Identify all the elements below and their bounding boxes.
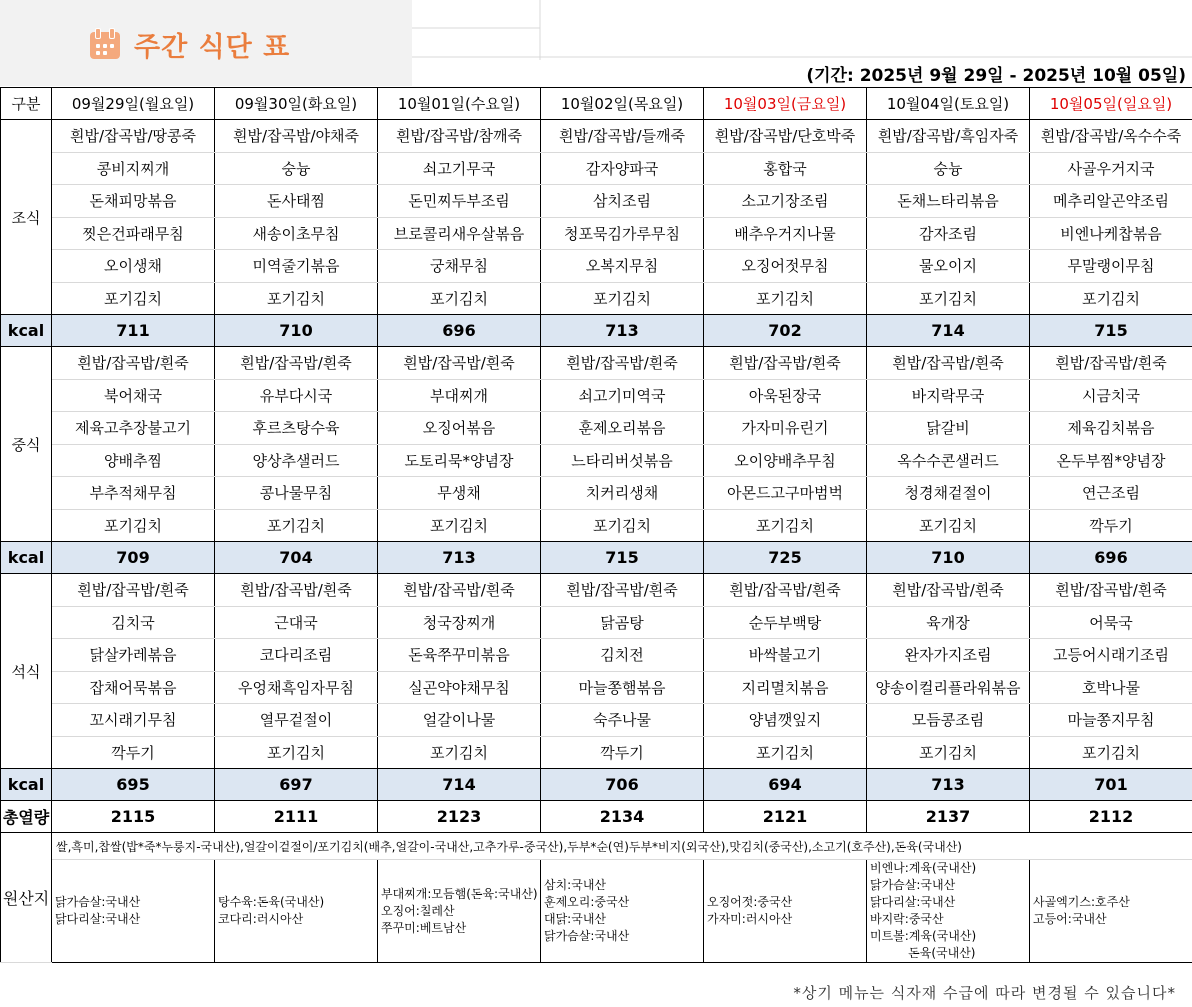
kcal-cell: 715	[1030, 315, 1192, 347]
origin-line: 오징어:칠레산	[381, 903, 455, 918]
menu-cell: 깍두기	[52, 736, 215, 769]
menu-cell: 아욱된장국	[704, 379, 867, 412]
menu-cell: 흰밥/잡곡밥/흰죽	[867, 574, 1030, 607]
kcal-label: kcal	[1, 542, 52, 574]
page-title: 주간 식단 표	[134, 31, 291, 63]
menu-row	[1, 574, 1192, 607]
menu-cell: 포기김치	[541, 509, 704, 542]
menu-row	[1, 639, 1192, 672]
menu-row	[1, 347, 1192, 380]
menu-cell: 호박나물	[1030, 671, 1192, 704]
menu-cell: 흰밥/잡곡밥/땅콩죽	[52, 120, 215, 153]
total-cell: 2111	[215, 801, 378, 833]
kcal-cell: 696	[1030, 542, 1192, 574]
menu-cell: 돈채느타리볶음	[867, 185, 1030, 218]
menu-row	[1, 379, 1192, 412]
menu-row	[1, 412, 1192, 445]
origin-line: 닭가슴살:국내산	[544, 929, 630, 943]
origin-line: 닭다리살:국내산	[870, 895, 956, 909]
menu-cell: 궁채무침	[378, 250, 541, 283]
kcal-cell: 694	[704, 769, 867, 801]
menu-row	[1, 152, 1192, 185]
menu-cell: 청국장찌개	[378, 606, 541, 639]
menu-cell: 사골우거지국	[1030, 152, 1192, 185]
origin-line: 훈제오리:중국산	[544, 895, 630, 909]
menu-cell: 포기김치	[867, 509, 1030, 542]
menu-cell: 오복지무침	[541, 250, 704, 283]
menu-row	[1, 444, 1192, 477]
origin-line: 비엔나:계육(국내산)	[870, 861, 977, 875]
menu-cell: 제육고추장불고기	[52, 412, 215, 445]
menu-cell: 흰밥/잡곡밥/참깨죽	[378, 120, 541, 153]
menu-cell: 흰밥/잡곡밥/흰죽	[541, 574, 704, 607]
menu-cell: 흰밥/잡곡밥/흰죽	[378, 574, 541, 607]
menu-cell: 흰밥/잡곡밥/야채죽	[215, 120, 378, 153]
menu-cell: 마늘쫑지무침	[1030, 704, 1192, 737]
menu-cell: 얼갈이나물	[378, 704, 541, 737]
menu-row	[1, 185, 1192, 218]
menu-cell: 훈제오리볶음	[541, 412, 704, 445]
menu-cell: 포기김치	[215, 282, 378, 315]
kcal-cell: 725	[704, 542, 867, 574]
menu-cell: 양상추샐러드	[215, 444, 378, 477]
menu-cell: 포기김치	[867, 282, 1030, 315]
date-period: (기간: 2025년 9월 29일 - 2025년 10월 05일)	[806, 66, 1186, 86]
kcal-cell: 702	[704, 315, 867, 347]
menu-cell: 순두부백탕	[704, 606, 867, 639]
menu-cell: 가자미유린기	[704, 412, 867, 445]
kcal-cell: 695	[52, 769, 215, 801]
kcal-cell: 715	[541, 542, 704, 574]
menu-cell: 홍합국	[704, 152, 867, 185]
menu-cell: 흰밥/잡곡밥/단호박죽	[704, 120, 867, 153]
menu-cell: 도토리묵*양념장	[378, 444, 541, 477]
menu-cell: 포기김치	[215, 736, 378, 769]
menu-cell: 흰밥/잡곡밥/들깨죽	[541, 120, 704, 153]
menu-row	[1, 671, 1192, 704]
menu-cell: 포기김치	[378, 509, 541, 542]
origin-line: 대닭:국내산	[544, 912, 607, 926]
day-header: 10월02일(목요일)	[541, 88, 704, 120]
day-header: 10월05일(일요일)	[1030, 88, 1192, 120]
kcal-cell: 709	[52, 542, 215, 574]
menu-cell: 돈민찌두부조림	[378, 185, 541, 218]
menu-cell: 근대국	[215, 606, 378, 639]
origin-day-row	[1, 860, 1192, 963]
menu-cell: 브로콜리새우살볶음	[378, 217, 541, 250]
menu-cell: 흰밥/잡곡밥/흰죽	[1030, 347, 1192, 380]
menu-cell: 코다리조림	[215, 639, 378, 672]
menu-cell: 포기김치	[867, 736, 1030, 769]
menu-cell: 오이생채	[52, 250, 215, 283]
menu-cell: 흰밥/잡곡밥/흰죽	[215, 347, 378, 380]
menu-cell: 마늘쫑햄볶음	[541, 671, 704, 704]
menu-cell: 오징어젓무침	[704, 250, 867, 283]
menu-cell: 양념깻잎지	[704, 704, 867, 737]
menu-cell: 어묵국	[1030, 606, 1192, 639]
kcal-row	[1, 542, 1192, 574]
origin-day-cell	[704, 860, 867, 963]
total-cell: 2134	[541, 801, 704, 833]
menu-cell: 감자양파국	[541, 152, 704, 185]
menu-cell: 흰밥/잡곡밥/흰죽	[704, 347, 867, 380]
menu-cell: 부추적채무침	[52, 477, 215, 510]
meal-label: 조식	[1, 120, 52, 315]
menu-cell: 삼치조림	[541, 185, 704, 218]
menu-cell: 포기김치	[52, 282, 215, 315]
kcal-cell: 710	[867, 542, 1030, 574]
menu-cell: 포기김치	[541, 282, 704, 315]
menu-cell: 흰밥/잡곡밥/흰죽	[52, 574, 215, 607]
menu-cell: 김치국	[52, 606, 215, 639]
origin-line: 바지락:중국산	[870, 912, 944, 926]
menu-cell: 북어채국	[52, 379, 215, 412]
kcal-cell: 701	[1030, 769, 1192, 801]
origin-line: 돈육(국내산)	[870, 946, 976, 960]
menu-cell: 물오이지	[867, 250, 1030, 283]
menu-cell: 포기김치	[52, 509, 215, 542]
kcal-cell: 713	[867, 769, 1030, 801]
menu-cell: 포기김치	[704, 736, 867, 769]
meal-label: 중식	[1, 347, 52, 542]
menu-cell: 우엉채흑임자무침	[215, 671, 378, 704]
menu-cell: 느타리버섯볶음	[541, 444, 704, 477]
menu-cell: 고등어시래기조림	[1030, 639, 1192, 672]
menu-cell: 숭늉	[215, 152, 378, 185]
menu-row	[1, 477, 1192, 510]
menu-cell: 포기김치	[1030, 282, 1192, 315]
menu-cell: 흰밥/잡곡밥/흰죽	[867, 347, 1030, 380]
menu-cell: 바싹불고기	[704, 639, 867, 672]
menu-cell: 무생채	[378, 477, 541, 510]
menu-cell: 감자조림	[867, 217, 1030, 250]
menu-cell: 육개장	[867, 606, 1030, 639]
menu-cell: 돈사태찜	[215, 185, 378, 218]
menu-cell: 치커리생채	[541, 477, 704, 510]
menu-cell: 흰밥/잡곡밥/흰죽	[215, 574, 378, 607]
origin-line: 고등어:국내산	[1033, 912, 1107, 926]
origin-line: 닭가슴살:국내산	[55, 895, 141, 909]
menu-cell: 콩나물무침	[215, 477, 378, 510]
kcal-cell: 710	[215, 315, 378, 347]
menu-cell: 포기김치	[704, 509, 867, 542]
menu-row	[1, 736, 1192, 769]
day-header: 10월03일(금요일)	[704, 88, 867, 120]
total-cell: 2137	[867, 801, 1030, 833]
origin-line: 미트볼:계육(국내산)	[870, 929, 977, 943]
kcal-label: kcal	[1, 769, 52, 801]
menu-cell: 유부다시국	[215, 379, 378, 412]
menu-cell: 미역줄기볶음	[215, 250, 378, 283]
menu-cell: 포기김치	[378, 282, 541, 315]
menu-cell: 깍두기	[1030, 509, 1192, 542]
kcal-cell: 696	[378, 315, 541, 347]
menu-cell: 옥수수콘샐러드	[867, 444, 1030, 477]
menu-cell: 쇠고기무국	[378, 152, 541, 185]
total-row	[1, 801, 1192, 833]
kcal-cell: 704	[215, 542, 378, 574]
origin-line: 사골엑기스:호주산	[1033, 895, 1130, 909]
total-cell: 2115	[52, 801, 215, 833]
kcal-cell: 711	[52, 315, 215, 347]
menu-cell: 오이양배추무침	[704, 444, 867, 477]
weekly-menu-table	[0, 87, 1192, 963]
menu-row	[1, 120, 1192, 153]
origin-day-cell	[867, 860, 1030, 963]
day-header: 10월04일(토요일)	[867, 88, 1030, 120]
menu-cell: 부대찌개	[378, 379, 541, 412]
kcal-cell: 697	[215, 769, 378, 801]
day-header: 09월29일(월요일)	[52, 88, 215, 120]
menu-cell: 포기김치	[704, 282, 867, 315]
menu-cell: 양배추찜	[52, 444, 215, 477]
menu-row	[1, 282, 1192, 315]
menu-cell: 콩비지찌개	[52, 152, 215, 185]
menu-cell: 소고기장조림	[704, 185, 867, 218]
menu-cell: 찟은건파래무침	[52, 217, 215, 250]
origin-line: 닭가슴살:국내산	[870, 878, 956, 892]
header-gridlines	[412, 0, 1192, 60]
menu-cell: 청포묵김가루무침	[541, 217, 704, 250]
header-label: 구분	[1, 88, 52, 120]
origin-label: 원산지	[1, 833, 52, 963]
kcal-cell: 713	[378, 542, 541, 574]
total-label: 총열량	[1, 801, 52, 833]
menu-cell: 아몬드고구마범벅	[704, 477, 867, 510]
menu-cell: 흰밥/잡곡밥/흰죽	[1030, 574, 1192, 607]
origin-line: 부대찌개:모듬햄(돈육:국내산)	[381, 886, 538, 901]
menu-cell: 흰밥/잡곡밥/흰죽	[52, 347, 215, 380]
menu-cell: 잡채어묵볶음	[52, 671, 215, 704]
menu-row	[1, 606, 1192, 639]
day-header: 10월01일(수요일)	[378, 88, 541, 120]
kcal-cell: 706	[541, 769, 704, 801]
menu-cell: 흰밥/잡곡밥/흑임자죽	[867, 120, 1030, 153]
menu-cell: 온두부찜*양념장	[1030, 444, 1192, 477]
footnote: *상기 메뉴는 식자재 수급에 따라 변경될 수 있습니다*	[793, 984, 1176, 1002]
menu-cell: 돈육쭈꾸미볶음	[378, 639, 541, 672]
menu-cell: 포기김치	[215, 509, 378, 542]
total-cell: 2121	[704, 801, 867, 833]
menu-cell: 바지락무국	[867, 379, 1030, 412]
origin-common-row	[1, 833, 1192, 860]
menu-cell: 흰밥/잡곡밥/옥수수죽	[1030, 120, 1192, 153]
menu-row	[1, 704, 1192, 737]
menu-cell: 배추우거지나물	[704, 217, 867, 250]
menu-cell: 비엔나케찹볶음	[1030, 217, 1192, 250]
origin-line: 가자미:러시아산	[707, 912, 793, 926]
menu-cell: 청경채겉절이	[867, 477, 1030, 510]
menu-cell: 돈채피망볶음	[52, 185, 215, 218]
menu-row	[1, 509, 1192, 542]
menu-cell: 숭늉	[867, 152, 1030, 185]
menu-cell: 오징어볶음	[378, 412, 541, 445]
origin-day-cell	[215, 860, 378, 963]
meal-label: 석식	[1, 574, 52, 769]
menu-cell: 제육김치볶음	[1030, 412, 1192, 445]
origin-line: 코다리:러시아산	[218, 912, 304, 926]
origin-day-cell	[1030, 860, 1192, 963]
day-header: 09월30일(화요일)	[215, 88, 378, 120]
kcal-cell: 714	[867, 315, 1030, 347]
menu-cell: 양송이컬리플라워볶음	[867, 671, 1030, 704]
origin-day-cell	[52, 860, 215, 963]
origin-day-cell	[541, 860, 704, 963]
kcal-row	[1, 769, 1192, 801]
origin-line: 탕수육:돈육(국내산)	[218, 895, 325, 909]
menu-row	[1, 250, 1192, 283]
menu-cell: 열무겉절이	[215, 704, 378, 737]
menu-cell: 쇠고기미역국	[541, 379, 704, 412]
menu-cell: 지리멸치볶음	[704, 671, 867, 704]
menu-cell: 숙주나물	[541, 704, 704, 737]
menu-row	[1, 217, 1192, 250]
menu-cell: 꼬시래기무침	[52, 704, 215, 737]
origin-line: 쭈꾸미:베트남산	[381, 920, 467, 935]
total-cell: 2112	[1030, 801, 1192, 833]
origin-line: 닭다리살:국내산	[55, 912, 141, 926]
menu-cell: 깍두기	[541, 736, 704, 769]
menu-cell: 후르츠탕수육	[215, 412, 378, 445]
menu-cell: 흰밥/잡곡밥/흰죽	[704, 574, 867, 607]
kcal-label: kcal	[1, 315, 52, 347]
menu-cell: 연근조림	[1030, 477, 1192, 510]
kcal-row	[1, 315, 1192, 347]
origin-common: 쌀,흑미,찹쌀(밥*죽*누룽지-국내산),얼갈이겉절이/포기김치(배추,얼갈이-국내산,고추가루-중국산),두부*순(연)두부*비지(외국산),맛김치(중국산),소고기(호주산),돈육(국내산)	[52, 833, 1192, 860]
menu-cell: 닭살카레볶음	[52, 639, 215, 672]
header-row	[1, 88, 1192, 120]
menu-cell: 새송이초무침	[215, 217, 378, 250]
title-area	[90, 22, 290, 66]
menu-cell: 무말랭이무침	[1030, 250, 1192, 283]
origin-line: 오징어젓:중국산	[707, 895, 793, 909]
total-cell: 2123	[378, 801, 541, 833]
menu-cell: 포기김치	[1030, 736, 1192, 769]
kcal-cell: 713	[541, 315, 704, 347]
origin-line: 삼치:국내산	[544, 878, 607, 892]
menu-cell: 닭갈비	[867, 412, 1030, 445]
menu-cell: 흰밥/잡곡밥/흰죽	[378, 347, 541, 380]
kcal-cell: 714	[378, 769, 541, 801]
menu-cell: 닭곰탕	[541, 606, 704, 639]
menu-cell: 시금치국	[1030, 379, 1192, 412]
menu-cell: 실곤약야채무침	[378, 671, 541, 704]
origin-day-cell	[378, 860, 541, 963]
menu-cell: 모듬콩조림	[867, 704, 1030, 737]
menu-cell: 메추리알곤약조림	[1030, 185, 1192, 218]
menu-cell: 김치전	[541, 639, 704, 672]
calendar-icon	[90, 28, 120, 60]
menu-cell: 완자가지조림	[867, 639, 1030, 672]
menu-cell: 흰밥/잡곡밥/흰죽	[541, 347, 704, 380]
menu-cell: 포기김치	[378, 736, 541, 769]
